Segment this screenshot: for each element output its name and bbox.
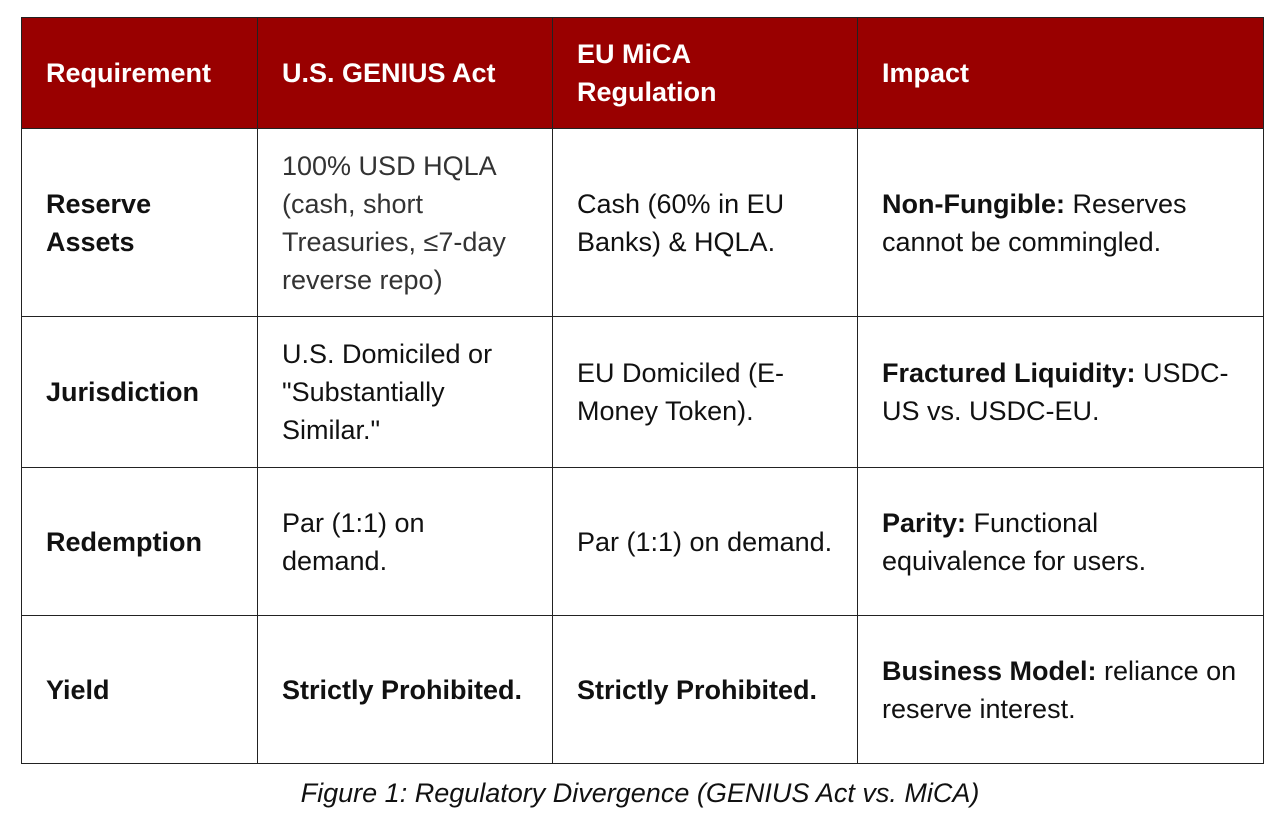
impact-label: Business Model: <box>882 655 1097 686</box>
cell-genius: Par (1:1) on demand. <box>258 468 553 616</box>
regulation-comparison-table <box>21 17 1264 764</box>
cell-requirement: Jurisdiction <box>22 317 258 468</box>
table-header-row <box>22 18 1264 129</box>
impact-text: USDC-US vs. USDC-EU. <box>882 358 1229 426</box>
table-row <box>22 468 1264 616</box>
table-row <box>22 129 1264 317</box>
cell-requirement: Reserve Assets <box>22 129 258 317</box>
cell-genius-text: 100% USD HQLA (cash, short Treasuries, ≤7-day reverse repo) <box>282 150 506 295</box>
impact-label: Non-Fungible: <box>882 188 1065 219</box>
table-row <box>22 616 1264 764</box>
cell-impact <box>858 616 1264 764</box>
impact-text: reliance on reserve interest. <box>882 655 1237 724</box>
impact-label: Parity: <box>882 507 967 538</box>
cell-mica: Cash (60% in EU Banks) & HQLA. <box>553 129 858 317</box>
header-requirement: Requirement <box>22 18 258 129</box>
header-eu-mica: EU MiCA Regulation <box>553 18 858 129</box>
cell-impact <box>858 317 1264 468</box>
cell-genius: Strictly Prohibited. <box>258 616 553 764</box>
table-row <box>22 317 1264 468</box>
cell-genius: U.S. Domiciled or "Substantially Similar." <box>258 317 553 468</box>
impact-text: Reserves cannot be commingled. <box>882 188 1187 257</box>
cell-requirement: Yield <box>22 616 258 764</box>
impact-label: Fractured Liquidity: <box>882 358 1136 388</box>
cell-genius <box>258 129 553 317</box>
cell-mica: Strictly Prohibited. <box>553 616 858 764</box>
figure-caption: Figure 1: Regulatory Divergence (GENIUS Act vs. MiCA) <box>300 778 980 808</box>
header-impact: Impact <box>858 18 1264 129</box>
cell-mica: EU Domiciled (E-Money Token). <box>553 317 858 468</box>
cell-impact <box>858 129 1264 317</box>
regulation-table-container <box>21 17 1263 764</box>
cell-mica: Par (1:1) on demand. <box>553 468 858 616</box>
impact-text: Functional equivalence for users. <box>882 507 1147 576</box>
cell-requirement: Redemption <box>22 468 258 616</box>
header-genius-act: U.S. GENIUS Act <box>258 18 553 129</box>
cell-impact <box>858 468 1264 616</box>
